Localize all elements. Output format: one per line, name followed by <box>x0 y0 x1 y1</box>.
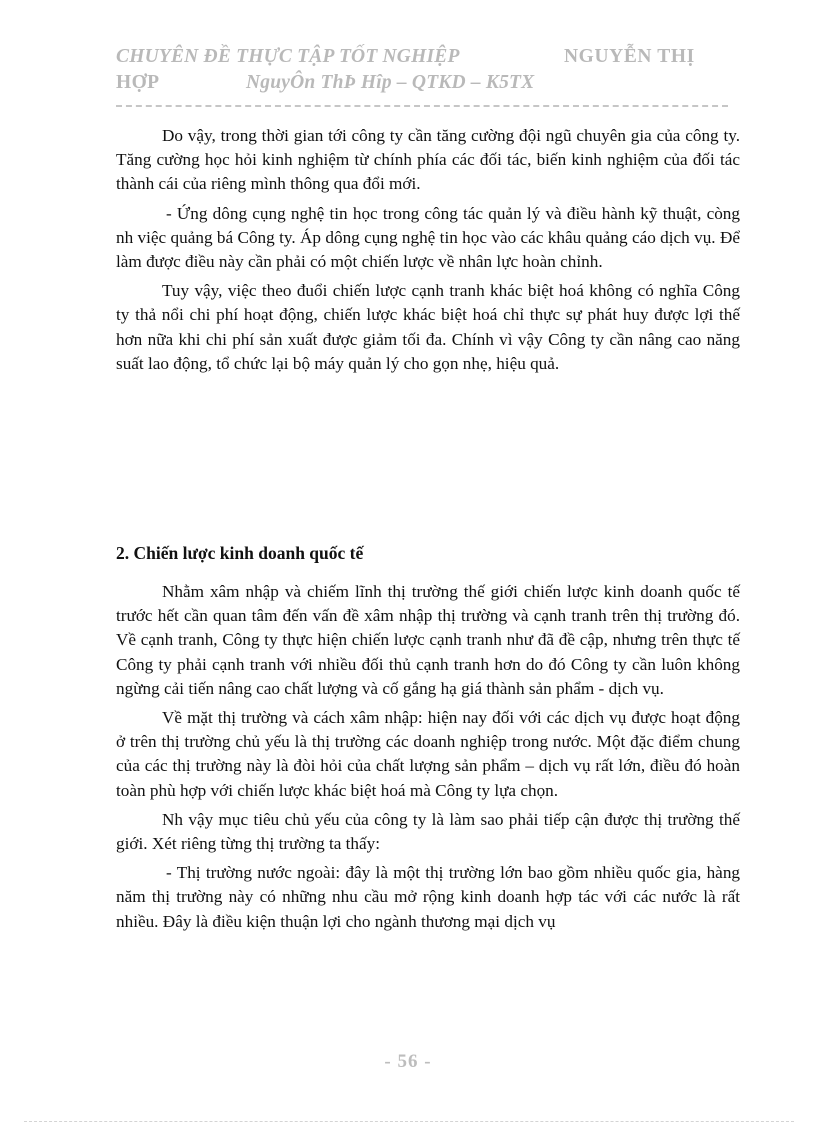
footer-divider <box>24 1121 794 1122</box>
header-subtitle: NguyÔn ThÞ Hîp – QTKD – K5TX <box>246 72 535 93</box>
body-text-top <box>116 124 740 381</box>
paragraph: Nhằm xâm nhập và chiếm lĩnh thị trường thế giới chiến lược kinh doanh quốc tế trước hết cần quan tâm đến vấn đề xâm nhập thị trường và cạnh tranh trên thị trường đó. Về cạnh tranh, Công ty thực hiện chiến lược cạnh tranh như đã đề cập, nhưng trên thực tế Công ty phải cạnh tranh với nhiều đối thủ cạnh tranh hơn do đó Công ty cần luôn không ngừng cải tiến nâng cao chất lượng và cố gắng hạ giá thành sản phẩm - dịch vụ. <box>116 582 740 698</box>
body-text-section <box>116 580 740 939</box>
paragraph: Tuy vậy, việc theo đuổi chiến lược cạnh tranh khác biệt hoá không có nghĩa Công ty thả nổi chi phí hoạt động, chiến lược khác biệt hoá chỉ thực sự phát huy được lợi thế hơn nữa khi chi phí sản xuất được giảm tối đa. Chính vì vậy Công ty cần nâng cao năng suất lao động, tổ chức lại bộ máy quản lý cho gọn nhẹ, hiệu quả. <box>116 281 740 373</box>
header-divider <box>116 105 728 107</box>
page-header <box>116 44 726 96</box>
paragraph: Về mặt thị trường và cách xâm nhập: hiện nay đối với các dịch vụ được hoạt động ở trên thị trường chủ yếu là thị trường các doanh nghiệp trong nước. Một đặc điểm chung của các thị trường này là đòi hỏi của chất lượng sản phẩm – dịch vụ rất lớn, điều đó hoàn toàn phù hợp với chiến lược khác biệt hoá mà Công ty lựa chọn. <box>116 708 740 800</box>
paragraph: Nh vậy mục tiêu chủ yếu của công ty là làm sao phải tiếp cận được thị trường thế giới. Xét riêng từng thị trường ta thấy: <box>116 809 740 854</box>
header-line-1 <box>116 44 726 70</box>
paragraph: Do vậy, trong thời gian tới công ty cần tăng cường đội ngũ chuyên gia của công ty. Tăng cường học hỏi kinh nghiệm từ chính phía các đối tác, biến kinh nghiệm của đối tác thành cái của riêng mình thông qua đổi mới. <box>116 126 740 194</box>
header-title: CHUYÊN ĐỀ THỰC TẬP TỐT NGHIỆP <box>116 46 460 67</box>
paragraph: - Ứng dông cụng nghệ tin học trong công tác quản lý và điều hành kỹ thuật, còng nh việc quảng bá Công ty. Áp dông cụng nghệ tin học vào các khâu quảng cáo dịch vụ. Để làm được điều này cần phải có một chiến lược về nhân lực hoàn chỉnh. <box>116 203 740 272</box>
header-author-name-cont: HỢP <box>116 72 160 93</box>
paragraph: - Thị trường nước ngoài: đây là một thị trường lớn bao gồm nhiều quốc gia, hàng năm thị trường này có những nhu cầu mở rộng kinh doanh hợp tác với các nước là rất nhiều. Đây là điều kiện thuận lợi cho ngành thương mại dịch vụ <box>116 863 740 931</box>
page-number: - 56 - <box>384 1051 432 1072</box>
header-author-name: NGUYỄN THỊ <box>564 46 695 67</box>
header-line-2 <box>116 70 726 96</box>
section-heading: 2. Chiến lược kinh doanh quốc tế <box>116 543 364 563</box>
